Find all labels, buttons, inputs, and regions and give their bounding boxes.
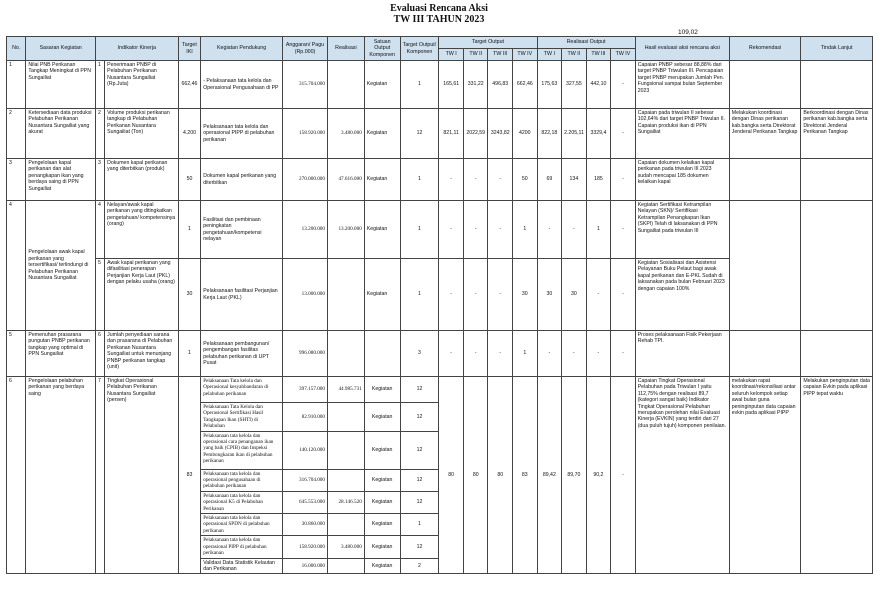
indikator-no: 2 (95, 109, 104, 159)
ro-tw3-cell: 90,2 (586, 377, 611, 574)
target-output-komponen-cell: 2 (400, 558, 439, 574)
anggaran-cell: 30.860.000 (283, 514, 328, 536)
sasaran-cell: Pengelolaan awak kapal perikanan yang tersertifikasi/ terlindungi di Pelabuhan Perikanan Nusantara Sungailiat (26, 201, 96, 331)
to-tw3-cell: - (488, 331, 513, 377)
satuan-cell: Kegiatan (364, 377, 400, 403)
sasaran-cell: Nilai PNB Perikanan Tangkap Meningkat di PPN Sungailiat (26, 61, 96, 109)
kegiatan-cell: Pelaksanaan Tata Kelola dan Operasional Sertifikasi Hasil Tangkapan Ikan (SHTI) di Pelabuhan (201, 403, 283, 432)
hasil-cell: Capaian Tingkat Operasional Pelabuhan pada Triwulan I yaitu 112,75% dengan realisasi 89,7 (kategori sangat baik) Indikator Tingkat Operasional Pelabuhan merupakan perolehan nilai Evaluasi Kinerja (EVKIN) yang terdiri dari 27 (dua puluh tujuh) komponen penilaian. (635, 377, 729, 574)
realisasi-cell: 47.616.000 (327, 159, 364, 201)
to-tw4-cell: 4200 (513, 109, 538, 159)
ro-tw1-cell: 822,18 (537, 109, 562, 159)
header-ro-tw4: TW IV (611, 49, 636, 61)
ro-tw2-cell: - (562, 201, 587, 259)
row-no: 4 (7, 201, 26, 331)
satuan-cell: Kegiatan (364, 558, 400, 574)
kegiatan-cell: Pelaksanaan tata kelola dan operasional PIPP di pelabuhan perikanan (201, 536, 283, 558)
indikator-cell: Tingkat Operasional Pelabuhan Perikanan Nusantara Sungailiat (persen) (105, 377, 179, 574)
kegiatan-cell: Pelaksanaan tata kelola dan operasional cara penanganan ikan yang baik (CPIB) dan Inspeksi Pembongkaran ikan di pelabuhan perikanan (201, 431, 283, 469)
header-realisasi-output: Realisasi Output (537, 37, 635, 49)
indikator-cell: Penerimaan PNBP di Pelabuhan Perikanan Nusantara Sungailiat (Rp.Juta) (105, 61, 179, 109)
to-tw1-cell: 821,11 (439, 109, 464, 159)
target-cell: 662,46 (178, 61, 200, 109)
kegiatan-cell: - Pelaksanaan tata kelola dan Operasional Pengusahaan di PP (201, 61, 283, 109)
table-row (7, 377, 873, 403)
to-tw4-cell: 50 (513, 159, 538, 201)
ro-tw2-cell: 89,70 (562, 377, 587, 574)
indikator-no: 4 (95, 201, 104, 259)
hasil-cell: Capaian dokumen kelaikan kapal perikanan pada triwulan III 2023 sudah mencapai 185 dokumen kelaikan kapal (635, 159, 729, 201)
top-number: 109,02 (678, 29, 698, 36)
realisasi-cell (327, 558, 364, 574)
target-cell: 50 (178, 159, 200, 201)
to-tw3-cell: - (488, 159, 513, 201)
anggaran-cell: 645.553.000 (283, 491, 328, 513)
kegiatan-cell: Pelaksanaan pembangunan/ pengembangan fasilitas pelabuhan perikanan di UPT Pusat (201, 331, 283, 377)
kegiatan-cell: Fasilitasi dan pembinaan peningkatan pengetahuan/kompetensi nelayan (201, 201, 283, 259)
anggaran-cell: 13.200.000 (283, 201, 328, 259)
ro-tw4-cell: - (611, 377, 636, 574)
to-tw2-cell: 80 (463, 377, 488, 574)
ro-tw3-cell: - (586, 259, 611, 331)
tindak-lanjut-cell (801, 61, 873, 109)
to-tw2-cell: - (463, 259, 488, 331)
satuan-cell: Kegiatan (364, 469, 400, 491)
realisasi-cell: 44.985.731 (327, 377, 364, 403)
row-no: 6 (7, 377, 26, 574)
ro-tw3-cell: 1 (586, 201, 611, 259)
row-no: 3 (7, 159, 26, 201)
ro-tw4-cell: - (611, 61, 636, 109)
realisasi-cell: 3.480.000 (327, 536, 364, 558)
indikator-cell: Dokumen kapal perikanan yang diterbitkan (produk) (105, 159, 179, 201)
hasil-cell: Kegiatan Sosialisasi dan Asistensi Pelayanan Buku Pelaut bagi awak kapal perikanan dan E-PKL Sudah di laksanakan pada bulan Februari 2023 dengan capaian 100% (635, 259, 729, 331)
evaluation-table (6, 36, 873, 574)
target-output-komponen-cell: 1 (400, 159, 439, 201)
ro-tw1-cell: - (537, 201, 562, 259)
target-output-komponen-cell: 1 (400, 514, 439, 536)
header-tindak-lanjut: Tindak Lanjut (801, 37, 873, 61)
satuan-cell: Kegiatan (364, 491, 400, 513)
target-cell: 1 (178, 331, 200, 377)
to-tw1-cell: - (439, 331, 464, 377)
target-output-komponen-cell: 12 (400, 109, 439, 159)
to-tw3-cell: 80 (488, 377, 513, 574)
hasil-cell: Kegiatan Sertifikasi Ketrampilan Nelayan (SKN)/ Sertifikasi Ketrampilan Penangkapan Ikan (SKPI) Telah di laksanakan di PPN Sungailiat pada triwulan III (635, 201, 729, 259)
sasaran-cell: Pengelolaan kapal perikanan dan alat penangkapan ikan yang berdaya saing di PPN Sungailiat (26, 159, 96, 201)
realisasi-cell (327, 331, 364, 377)
satuan-cell: Kegiatan (364, 431, 400, 469)
to-tw2-cell: 2022,59 (463, 109, 488, 159)
ro-tw2-cell: - (562, 331, 587, 377)
to-tw3-cell: 3243,82 (488, 109, 513, 159)
realisasi-cell: 3.480.000 (327, 109, 364, 159)
hasil-cell: Capaian pada triwulan II sebesar 102,64% dari target PNBP Triwulan II. Capaian produksi ikan di PPN Sungailiat (635, 109, 729, 159)
indikator-cell: Awak kapal perikanan yang difasilitasi penerapan Perjanjian Kerja Laut (PKL) dengan pelaku usaha (orang) (105, 259, 179, 331)
anggaran-cell: 270.000.000 (283, 159, 328, 201)
anggaran-cell: 158.920.000 (283, 536, 328, 558)
to-tw4-cell: 30 (513, 259, 538, 331)
realisasi-cell (327, 469, 364, 491)
indikator-no: 7 (95, 377, 104, 574)
sasaran-cell: Ketersediaan data produksi Pelabuhan Perikanan Nusantara Sungailiat yang akurat (26, 109, 96, 159)
tindak-lanjut-cell (801, 159, 873, 201)
rekomendasi-cell (729, 159, 801, 201)
anggaran-cell: 397.157.000 (283, 377, 328, 403)
ro-tw2-cell: 2.205,11 (562, 109, 587, 159)
kegiatan-cell: Pelaksanaan tata kelola dan operasional PIPP di pelabuhan perikanan (201, 109, 283, 159)
header-kegiatan: Kegiatan Pendukung (201, 37, 283, 61)
header-target-output-komponen: Target Output/ Komponen (400, 37, 439, 61)
realisasi-cell: 28.146.520 (327, 491, 364, 513)
header-anggaran: Anggaran/ Pagu (Rp.000) (283, 37, 328, 61)
ro-tw4-cell: - (611, 159, 636, 201)
header-sasaran: Sasaran Kegiatan (26, 37, 96, 61)
tindak-lanjut-cell (801, 201, 873, 331)
target-cell: 1 (178, 201, 200, 259)
tindak-lanjut-cell: Melakukan penginputan data capaian Evkin pada aplikasi PIPP tepat waktu (801, 377, 873, 574)
table-row (7, 61, 873, 109)
ro-tw4-cell: - (611, 259, 636, 331)
rekomendasi-cell (729, 61, 801, 109)
realisasi-cell (327, 514, 364, 536)
satuan-cell: Kegiatan (364, 159, 400, 201)
row-no: 2 (7, 109, 26, 159)
target-output-komponen-cell: 1 (400, 61, 439, 109)
satuan-cell: Kegiatan (364, 514, 400, 536)
kegiatan-cell: Pelaksanaan tata kelola dan operasional pengusahaan di pelabuhan perikanan (201, 469, 283, 491)
anggaran-cell: 315.704.000 (283, 61, 328, 109)
realisasi-cell (327, 259, 364, 331)
target-output-komponen-cell: 12 (400, 403, 439, 432)
table-row (7, 109, 873, 159)
document-subtitle: TW III TAHUN 2023 (393, 14, 485, 25)
to-tw4-cell: 662,46 (513, 61, 538, 109)
tindak-lanjut-cell (801, 331, 873, 377)
satuan-cell (364, 331, 400, 377)
sasaran-cell: Pengelolaan pelabuhan perikanan yang berdaya saing (26, 377, 96, 574)
header-target-output: Target Output (439, 37, 537, 49)
realisasi-cell (327, 431, 364, 469)
indikator-cell: Nelayan/awak kapal perikanan yang ditingkatkan pengetahuan/ kompetensinya (orang) (105, 201, 179, 259)
header-target-iki: Target IKI (178, 37, 200, 61)
target-output-komponen-cell: 12 (400, 431, 439, 469)
ro-tw3-cell: - (586, 331, 611, 377)
rekomendasi-cell: melakukan rapat koordinasi/rekonsiliasi antar seluruh kelompok setiap awal bulan guna peninginputan data capaian evkin pada aplikasi PIPP (729, 377, 801, 574)
hasil-cell: Capaian PNBP sebesar 88,88% dari target PNBP Triwulan III. Pencapaian target PNBP merupakan Jumlah Pen. Fungsional sampai bulan September 2023 (635, 61, 729, 109)
indikator-cell: Jumlah penyediaan sarana dan prasarana di Pelabuhan Perikanan Nusantara Sungailiat untuk menunjang PNBP perikanan tangkap (unit) (105, 331, 179, 377)
ro-tw2-cell: 30 (562, 259, 587, 331)
ro-tw3-cell: 442,10 (586, 61, 611, 109)
to-tw1-cell: 80 (439, 377, 464, 574)
satuan-cell: Kegiatan (364, 403, 400, 432)
indikator-no: 3 (95, 159, 104, 201)
ro-tw4-cell: - (611, 201, 636, 259)
header-no: No. (7, 37, 26, 61)
target-output-komponen-cell: 12 (400, 491, 439, 513)
table-row (7, 331, 873, 377)
ro-tw3-cell: 3329,4 (586, 109, 611, 159)
to-tw1-cell: - (439, 201, 464, 259)
kegiatan-cell: Pelaksanaan tata kelola dan operasional K5 di Pelabuhan Perikanan (201, 491, 283, 513)
satuan-cell: Kegiatan (364, 61, 400, 109)
anggaran-cell: 82.910.000 (283, 403, 328, 432)
header-realisasi: Realisasi (327, 37, 364, 61)
table-row (7, 159, 873, 201)
to-tw4-cell: 1 (513, 201, 538, 259)
table-row (7, 201, 873, 259)
ro-tw2-cell: 327,55 (562, 61, 587, 109)
header-to-tw3: TW III (488, 49, 513, 61)
row-no: 5 (7, 331, 26, 377)
indikator-no: 1 (95, 61, 104, 109)
satuan-cell: Kegiatan (364, 259, 400, 331)
indikator-no: 6 (95, 331, 104, 377)
header-satuan: Satuan Output Komponen (364, 37, 400, 61)
row-no: 1 (7, 61, 26, 109)
ro-tw2-cell: 134 (562, 159, 587, 201)
to-tw4-cell: 83 (513, 377, 538, 574)
indikator-no: 5 (95, 259, 104, 331)
header-to-tw1: TW I (439, 49, 464, 61)
header-hasil: Hasil evaluasi aksi rencana aksi (635, 37, 729, 61)
header-to-tw2: TW II (463, 49, 488, 61)
target-cell: 30 (178, 259, 200, 331)
header-ro-tw3: TW III (586, 49, 611, 61)
anggaran-cell: 996.080.000 (283, 331, 328, 377)
satuan-cell: Kegiatan (364, 536, 400, 558)
target-output-komponen-cell: 1 (400, 259, 439, 331)
ro-tw1-cell: 30 (537, 259, 562, 331)
to-tw4-cell: 1 (513, 331, 538, 377)
kegiatan-cell: Pelaksanaan fasilitasi Perjanjian Kerja Laut (PKL) (201, 259, 283, 331)
target-output-komponen-cell: 12 (400, 377, 439, 403)
target-cell: 83 (178, 377, 200, 574)
to-tw1-cell: - (439, 259, 464, 331)
tindak-lanjut-cell: Berkoordinasi dengan Dinas perikanan kab.bangka serta Direktorat Jenderal Perikanan Tangkap (801, 109, 873, 159)
to-tw3-cell: - (488, 259, 513, 331)
realisasi-cell (327, 403, 364, 432)
to-tw2-cell: - (463, 159, 488, 201)
ro-tw1-cell: 175,63 (537, 61, 562, 109)
realisasi-cell: 13.200.000 (327, 201, 364, 259)
ro-tw1-cell: 89,42 (537, 377, 562, 574)
header-ro-tw2: TW II (562, 49, 587, 61)
header-rekomendasi: Rekomendasi (729, 37, 801, 61)
anggaran-cell: 316.704.000 (283, 469, 328, 491)
kegiatan-cell: Validasi Data Statistik Kelautan dan Perikanan (201, 558, 283, 574)
ro-tw3-cell: 185 (586, 159, 611, 201)
to-tw3-cell: - (488, 201, 513, 259)
ro-tw1-cell: 69 (537, 159, 562, 201)
anggaran-cell: 158.920.000 (283, 109, 328, 159)
anggaran-cell: 16.000.000 (283, 558, 328, 574)
sasaran-cell: Pemenuhan prasarana pungutan PNBP perikanan tangkap yang optimal di PPN Sungailiat (26, 331, 96, 377)
indikator-cell: Volume produksi perikanan tangkap di Pelabuhan Perikanan Nusantara Sungailiat (Ton) (105, 109, 179, 159)
header-indikator: Indikator Kinerja (95, 37, 178, 61)
hasil-cell: Proses pelaksanaan Fisik Pekerjaan Rehab TPI. (635, 331, 729, 377)
to-tw2-cell: 331,22 (463, 61, 488, 109)
document-title: Evaluasi Rencana Aksi (390, 3, 488, 14)
to-tw3-cell: 496,83 (488, 61, 513, 109)
target-cell: 4.200 (178, 109, 200, 159)
header-ro-tw1: TW I (537, 49, 562, 61)
kegiatan-cell: Pelaksanaan Tata kelola dan Operasional kesyahbandaran di pelabuhan perikanan (201, 377, 283, 403)
rekomendasi-cell (729, 331, 801, 377)
rekomendasi-cell: Melakukan koordinasi dengan Dinas perikanan kab.bangka serta Direktorat Jenderal Perikanan Tangkap (729, 109, 801, 159)
to-tw2-cell: - (463, 331, 488, 377)
target-output-komponen-cell: 12 (400, 469, 439, 491)
satuan-cell: Kegiatan (364, 201, 400, 259)
ro-tw4-cell: - (611, 331, 636, 377)
anggaran-cell: 140.120.000 (283, 431, 328, 469)
header-to-tw4: TW IV (513, 49, 538, 61)
to-tw1-cell: 165,61 (439, 61, 464, 109)
satuan-cell: Kegiatan (364, 109, 400, 159)
kegiatan-cell: Dokumen kapal perikanan yang diterbitkan (201, 159, 283, 201)
rekomendasi-cell (729, 201, 801, 331)
target-output-komponen-cell: 12 (400, 536, 439, 558)
realisasi-cell (327, 61, 364, 109)
ro-tw1-cell: - (537, 331, 562, 377)
target-output-komponen-cell: 1 (400, 201, 439, 259)
target-output-komponen-cell: 3 (400, 331, 439, 377)
to-tw2-cell: - (463, 201, 488, 259)
kegiatan-cell: Pelaksanaan tata kelola dan operasional SPDN di pelabuhan perikanan (201, 514, 283, 536)
anggaran-cell: 13.000.000 (283, 259, 328, 331)
ro-tw4-cell: - (611, 109, 636, 159)
to-tw1-cell: - (439, 159, 464, 201)
